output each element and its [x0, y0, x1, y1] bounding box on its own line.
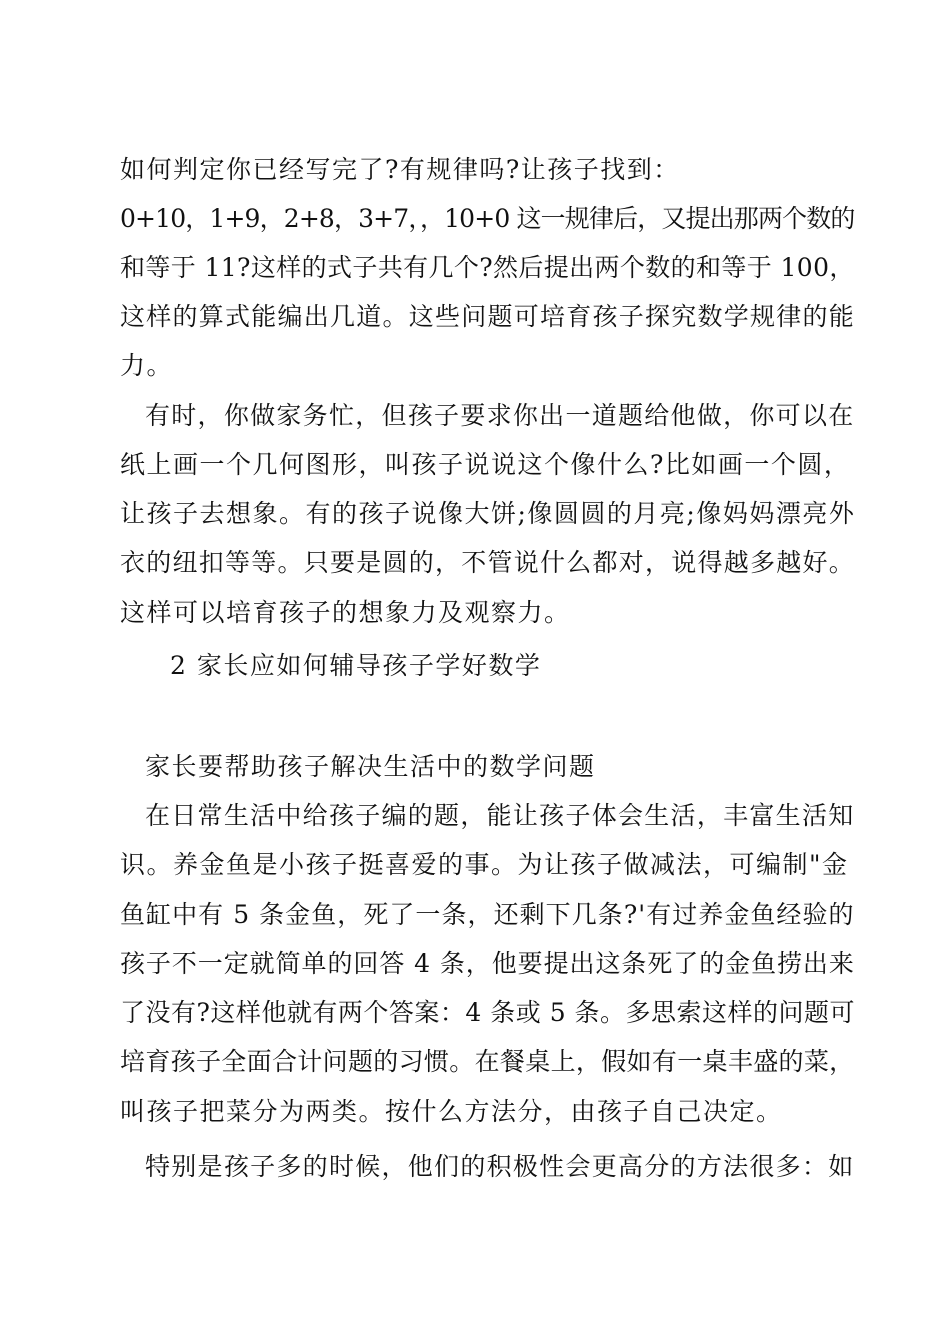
paragraph-line: 有时，你做家务忙，但孩子要求你出一道题给他做，你可以在	[145, 401, 855, 430]
paragraph-line: 叫孩子把菜分为两类。按什么方法分，由孩子自己决定。	[120, 1097, 783, 1126]
paragraph-line: 识。养金鱼是小孩子挺喜爱的事。为让孩子做减法，可编制"金	[120, 850, 849, 879]
subheading: 家长要帮助孩子解决生活中的数学问题	[145, 752, 596, 781]
paragraph-line: 力。	[120, 351, 174, 380]
paragraph-line: 这样的算式能编出几道。这些问题可培育孩子探究数学规律的能	[120, 302, 856, 331]
paragraph-line: 了没有?这样他就有两个答案：4 条或 5 条。多思索这样的问题可	[120, 998, 856, 1027]
paragraph-line: 在日常生活中给孩子编的题，能让孩子体会生活，丰富生活知	[145, 801, 855, 830]
paragraph-line: 孩子不一定就简单的回答 4 条，他要提出这条死了的金鱼捞出来	[120, 949, 855, 978]
paragraph-line: 衣的纽扣等等。只要是圆的，不管说什么都对，说得越多越好。	[120, 548, 856, 577]
paragraph-line: 纸上画一个几何图形，叫孩子说说这个像什么?比如画一个圆，	[120, 450, 851, 479]
paragraph-line: 这样可以培育孩子的想象力及观察力。	[120, 598, 571, 627]
paragraph-line: 特别是孩子多的时候，他们的积极性会更高分的方法很多：如	[145, 1152, 855, 1181]
paragraph-line: 和等于 11?这样的式子共有几个?然后提出两个数的和等于 100，	[120, 253, 855, 282]
paragraph-line: 让孩子去想象。有的孩子说像大饼;像圆圆的月亮;像妈妈漂亮外	[120, 499, 856, 528]
paragraph-line: 培育孩子全面合计问题的习惯。在餐桌上，假如有一桌丰盛的菜，	[120, 1047, 855, 1076]
paragraph-line: 鱼缸中有 5 条金鱼，死了一条，还剩下几条?'有过养金鱼经验的	[120, 900, 855, 929]
section-heading: 2 家长应如何辅导孩子学好数学	[170, 651, 542, 680]
paragraph-line: 0+10，1+9，2+8，3+7，，10+0 这一规律后，又提出那两个数的	[120, 204, 855, 233]
paragraph-line: 如何判定你已经写完了?有规律吗?让孩子找到：	[120, 155, 680, 184]
